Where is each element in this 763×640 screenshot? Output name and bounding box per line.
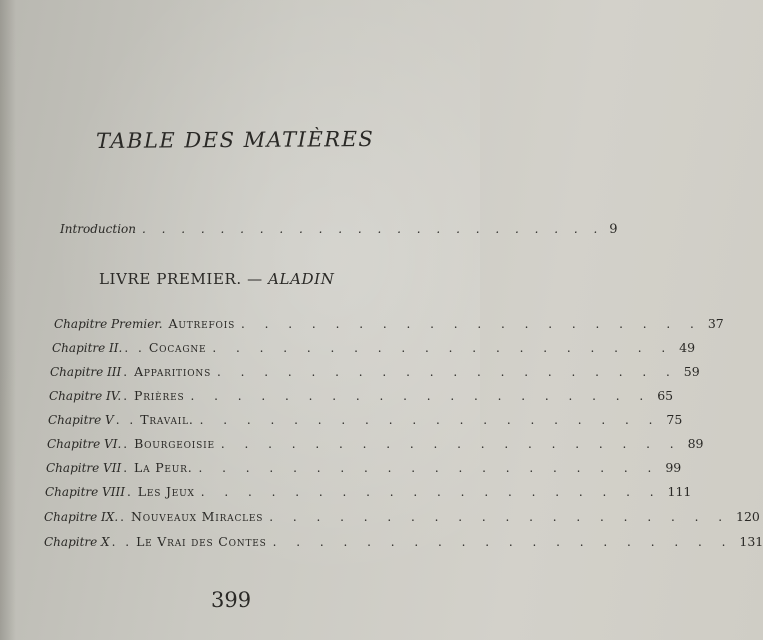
chapter-separator: . [120, 510, 127, 524]
toc-entry-chapter [45, 484, 692, 504]
chapter-separator: . [123, 389, 131, 403]
chapter-page: 49 [679, 340, 696, 355]
chapter-label: Chapitre IX. [44, 510, 119, 524]
chapter-label: Chapitre X [44, 535, 110, 549]
chapter-page: 120 [736, 509, 760, 524]
dot-leader: . . . . . . . . . . . . . . . . . . . . . . . . [142, 222, 604, 236]
dot-leader: . . . . . . . . . . . . . . . . . . . . [269, 510, 731, 524]
chapter-title: Cocagne [148, 340, 207, 355]
dot-leader: . . . . . . . . . . . . . . . . . . . . [217, 365, 678, 379]
dot-leader: . . . . . . . . . . . . . . . . . . . . [200, 485, 662, 499]
chapter-page: 89 [687, 436, 704, 451]
dot-leader: . . . . . . . . . . . . . . . . . . . . [241, 317, 702, 331]
chapter-page: 59 [683, 364, 700, 379]
chapter-separator: . [123, 365, 131, 379]
dot-leader: . . . . . . . . . . . . . . . . . . . . [212, 341, 674, 355]
introduction-page: 9 [609, 222, 618, 237]
chapter-page: 131 [739, 534, 763, 549]
chapter-label: Chapitre IV. [49, 389, 122, 403]
page-gutter-shadow [0, 0, 16, 640]
book-label: LIVRE PREMIER. [99, 270, 242, 288]
dot-leader: . . . . . . . . . . . . . . . . . . . . [220, 437, 682, 451]
chapter-title: La Peur. [134, 460, 193, 475]
chapter-separator: . [123, 461, 131, 475]
chapter-title: Apparitions [134, 364, 212, 379]
chapter-label: Chapitre V [48, 413, 114, 427]
chapter-page: 37 [707, 316, 724, 331]
toc-entry-chapter [54, 316, 724, 336]
chapter-label: Chapitre Premier. [54, 317, 163, 331]
chapter-title: Travail. [140, 412, 194, 427]
chapter-page: 65 [657, 388, 674, 403]
chapter-label: Chapitre VII [46, 461, 122, 475]
toc-entry-chapter [48, 412, 683, 432]
toc-entry-chapter [44, 534, 763, 554]
chapter-label: Chapitre II. [52, 341, 123, 355]
chapter-separator: . . [124, 341, 145, 355]
chapter-page: 75 [666, 412, 683, 427]
introduction-label: Introduction [60, 222, 136, 236]
chapter-separator: . [126, 485, 134, 499]
chapter-title: Autrefois [168, 316, 236, 331]
toc-entry-chapter [49, 388, 674, 408]
chapter-title: Nouveaux Miracles [130, 509, 264, 524]
toc-entry-chapter [52, 340, 696, 360]
chapter-separator: . . [115, 413, 137, 427]
dot-leader: . . . . . . . . . . . . . . . . . . . . [272, 535, 734, 549]
toc-entry-chapter [44, 509, 760, 529]
chapter-page: 99 [665, 460, 682, 475]
dot-leader: . . . . . . . . . . . . . . . . . . . . [190, 389, 652, 403]
toc-entry-chapter [46, 460, 682, 480]
chapter-title: Bourgeoisie [134, 436, 215, 451]
chapter-label: Chapitre VI. [47, 437, 122, 451]
page-number: 399 [211, 588, 252, 612]
toc-heading: TABLE DES MATIÈRES [96, 127, 375, 153]
book-dash: — [247, 270, 263, 288]
chapter-title: Le Vrai des Contes [136, 534, 267, 549]
book-name: ALADIN [268, 270, 335, 288]
toc-entry-introduction [60, 222, 618, 242]
chapter-title: Prières [134, 388, 185, 403]
chapter-label: Chapitre III [50, 365, 122, 379]
chapter-label: Chapitre VIII [45, 485, 125, 499]
book-heading [99, 270, 334, 288]
chapter-separator: . [123, 437, 131, 451]
dot-leader: . . . . . . . . . . . . . . . . . . . . [199, 413, 661, 427]
dot-leader: . . . . . . . . . . . . . . . . . . . . [198, 461, 660, 475]
toc-entry-chapter [50, 364, 700, 384]
chapter-separator: . . [111, 535, 133, 549]
chapter-page: 111 [667, 484, 692, 499]
toc-entry-chapter [47, 436, 704, 456]
chapter-title: Les Jeux [137, 484, 195, 499]
